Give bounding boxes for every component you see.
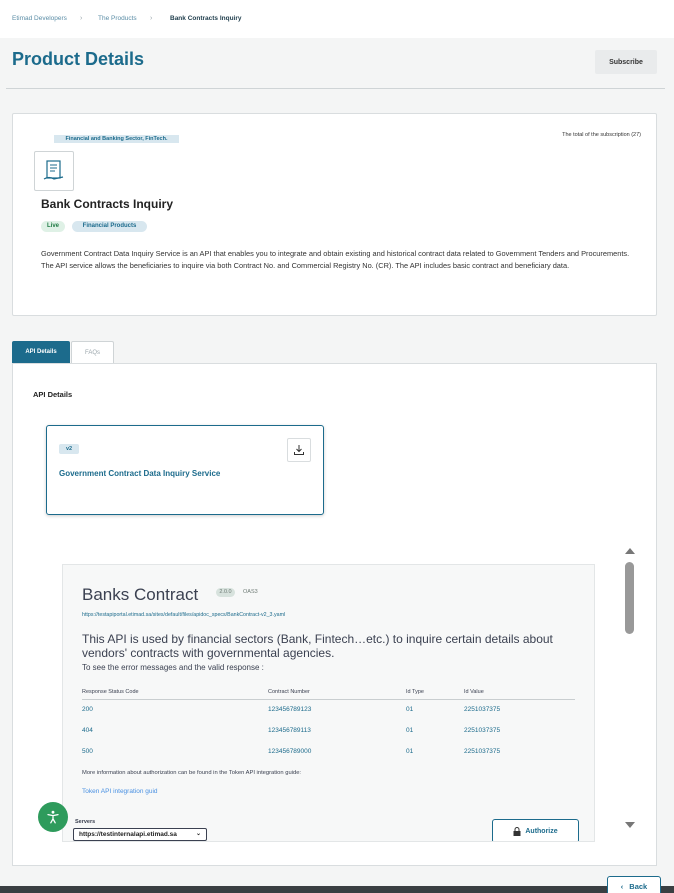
scroll-down-icon[interactable] [625,822,635,828]
table-cell: 01 [406,727,414,734]
chevron-left-icon: ‹ [620,881,624,891]
product-description: Government Contract Data Inquiry Service is an API that enables you to integrate and obtain existing and historical contract data related to Government Tenders and Procurements. The API service allows the beneficiaries to inquire via both Contract No. and Commercial Registry No. (CR). The API includes basic contract and beneficiary data. [41,249,630,271]
table-header-row [82,685,575,699]
service-name-link[interactable]: Government Contract Data Inquiry Service [59,469,221,478]
status-badge: Live [41,221,65,232]
header-divider [6,88,665,89]
bottom-bar [0,886,674,893]
auth-info-text: More information about authorization can be found in the Token API integration guide: [82,770,302,776]
table-cell: 500 [82,748,93,755]
breadcrumb-separator: › [80,15,83,22]
product-card [12,113,657,316]
swagger-subtitle: To see the error messages and the valid response : [82,663,264,672]
download-icon [293,444,305,456]
top-bar [0,0,674,38]
table-cell: 01 [406,748,414,755]
breadcrumb-item-current: Bank Contracts Inquiry [170,15,242,22]
table-cell: 2251037375 [464,727,501,734]
table-header: Contract Number [268,685,406,699]
breadcrumb-item-etimad-developers[interactable]: Etimad Developers [12,15,67,22]
swagger-viewer [62,564,595,842]
table-cell: 404 [82,727,93,734]
authorize-button[interactable] [492,819,579,842]
download-button[interactable] [287,438,311,462]
table-cell: 200 [82,706,93,714]
scroll-up-icon[interactable] [625,548,635,554]
table-cell: 2251037375 [464,706,501,714]
accessibility-icon [46,810,60,824]
scrollbar[interactable] [621,544,639,834]
servers-label: Servers [75,819,96,825]
chevron-down-icon: ⌄ [195,831,201,837]
total-subscription: The total of the subscription (27) [562,132,641,138]
category-badge: Financial Products [72,221,147,232]
table-cell: 2251037375 [464,748,501,755]
version-badge: v2 [59,444,79,454]
tab-faqs[interactable]: FAQs [71,341,114,363]
swagger-title: Banks Contract [82,585,199,604]
back-label: Back [629,881,648,891]
back-button[interactable] [607,876,661,893]
sector-tag: Financial and Banking Sector, FinTech. [54,135,179,143]
table-cell: 01 [406,706,414,714]
servers-select[interactable] [73,828,207,841]
swagger-spec-url[interactable]: https://testapiportal.etimad.sa/sites/default/files/apidoc_specs/BankContract-v2_3.yaml [82,612,286,618]
table-header: Id Type [406,685,464,699]
scroll-thumb[interactable] [625,562,634,634]
table-row [82,699,575,720]
response-table [82,685,575,762]
servers-select-value: https://testinternalapi.etimad.sa [79,831,177,838]
breadcrumb-separator: › [150,15,153,22]
table-row [82,720,575,741]
breadcrumb-item-the-products[interactable]: The Products [98,15,137,22]
product-name: Bank Contracts Inquiry [41,197,174,211]
table-cell: 123456789123 [268,706,312,714]
lock-icon [513,827,521,836]
document-icon [34,151,74,191]
subscribe-button[interactable]: Subscribe [595,50,657,74]
table-cell: 123456789113 [268,727,311,734]
api-details-title: API Details [33,390,73,399]
table-cell: 123456789000 [268,748,312,755]
swagger-description: This API is used by financial sectors (Bank, Fintech…etc.) to inquire certain details about vendors' contracts with governmental agencies. [82,632,553,660]
page-title: Product Details [12,49,145,69]
api-details-panel [12,363,657,866]
swagger-version-badge: 2.0.0 [216,588,235,597]
table-header: Response Status Code [82,685,268,699]
table-header: Id Value [464,685,575,699]
tab-api-details[interactable]: API Details [12,341,70,363]
table-row [82,741,575,762]
api-version-card[interactable] [46,425,324,515]
swagger-oas-badge: OAS3 [243,589,258,595]
authorize-label: Authorize [525,827,558,835]
accessibility-button[interactable] [38,802,68,832]
token-guide-link[interactable]: Token API integration guid [82,788,158,795]
